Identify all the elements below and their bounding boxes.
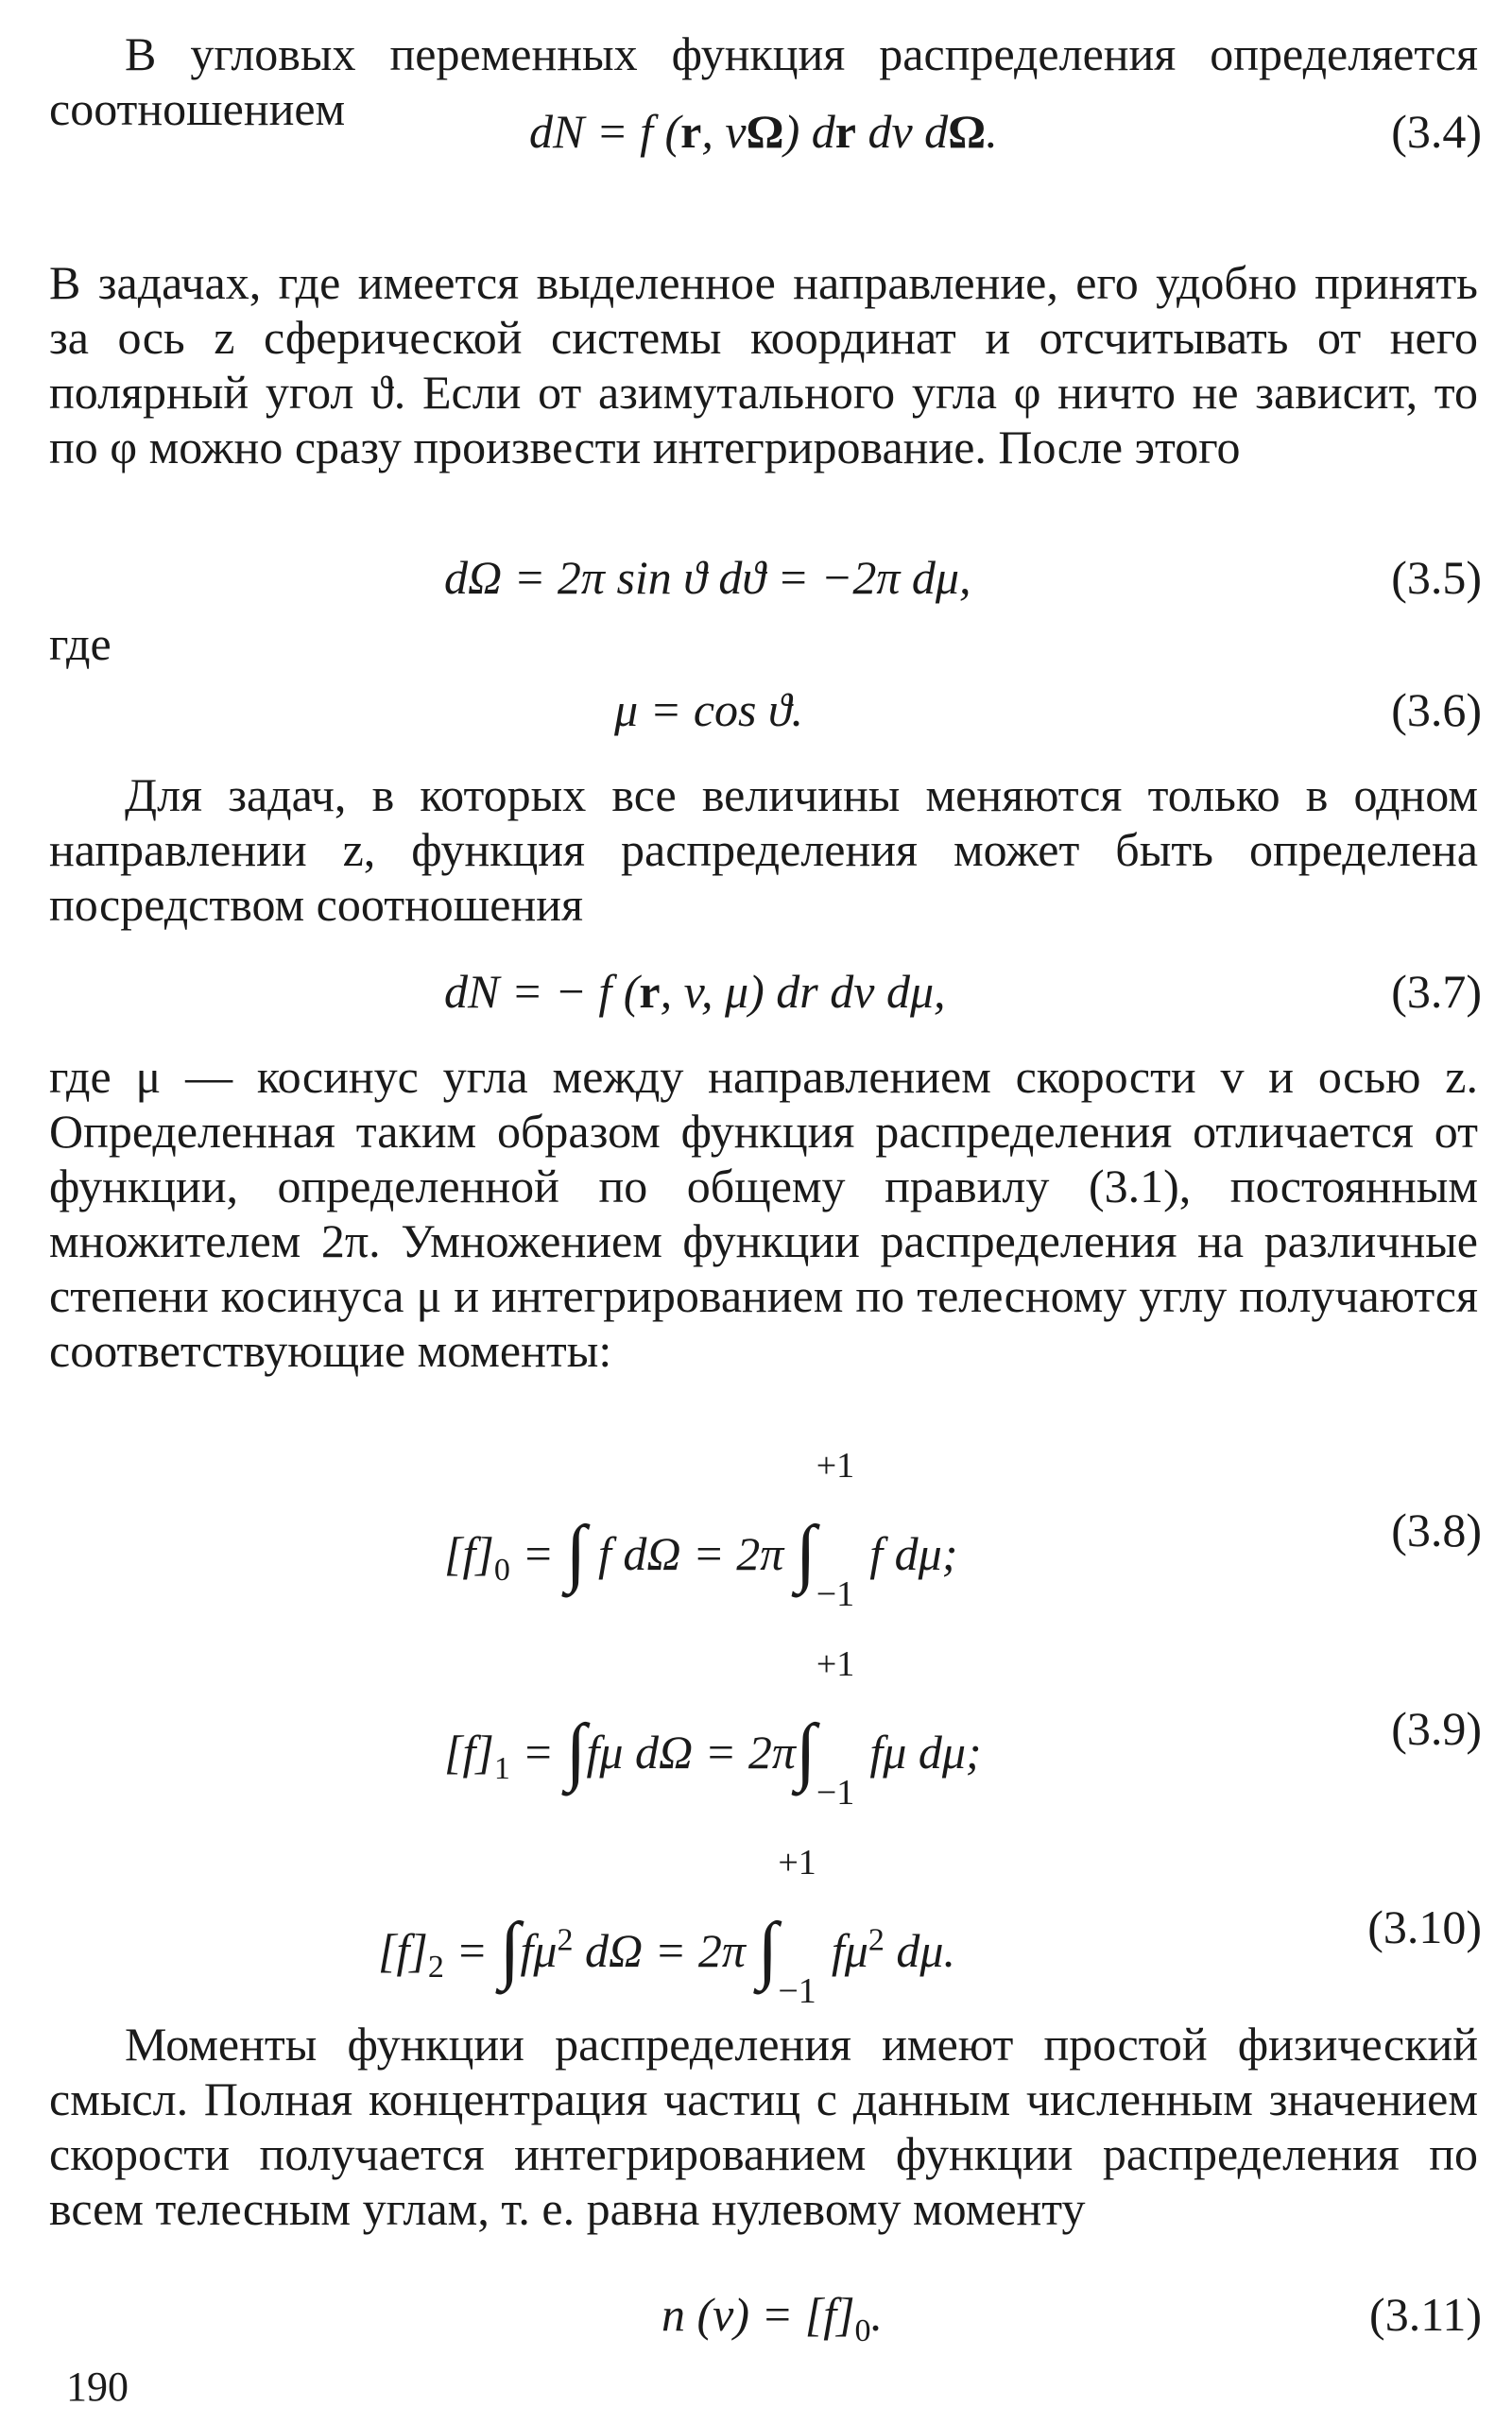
equation-3-4-number: (3.4) xyxy=(1391,105,1482,158)
paragraph-moments-meaning: Моменты функции распределения имеют простой физический смысл. Полная концентрация частиц с данным численным значением скорости получается интегрированием функции распределения по всем телесным углам, т. е. равна нулевому моменту xyxy=(49,2018,1478,2235)
equation-3-11 xyxy=(0,2287,1512,2353)
equation-3-9 xyxy=(0,1644,1512,1813)
paragraph-direction: В задачах, где имеется выделенное направление, его удобно принять за ось z сферической системы координат и отсчитывать от него полярный угол ϑ. Если от азимутального угла φ ничто не зависит, то по φ можно сразу произвести интегрирование. После этого xyxy=(49,256,1478,473)
equation-3-5-formula: dΩ = 2π sin ϑ dϑ = −2π dμ, xyxy=(444,551,971,604)
equation-3-6-number: (3.6) xyxy=(1391,683,1482,736)
equation-3-8 xyxy=(0,1446,1512,1614)
equation-3-9-formula: $[f]_1 = \int f\mu$ dΩ = 2π∫ +1 −1 fμ dμ; xyxy=(444,1644,982,1813)
paragraph-cosine: где μ — косинус угла между направлением скорости v и осью z. Определенная таким образом функция распределения отличается от функции, определенной по общему правилу (3.1), постоянным множителем 2π. Умножением функции распределения на различные степени косинуса μ и интегрированием по телесному углу получаются соответствующие моменты: xyxy=(49,1050,1478,1377)
equation-3-5 xyxy=(0,550,1512,616)
paragraph-one-direction: Для задач, в которых все величины меняются только в одном направлении z, функция распределения может быть определена посредством соотношения xyxy=(49,768,1478,931)
equation-3-5-number: (3.5) xyxy=(1391,551,1482,604)
word-where: где xyxy=(49,617,112,670)
equation-3-6 xyxy=(0,682,1512,748)
equation-3-10 xyxy=(0,1843,1512,2011)
equation-3-10-formula: $[f]_2 = \int f\mu^2$ dΩ = 2π ∫ +1 −1 $f\mu^2$ dμ. xyxy=(378,1843,955,2011)
equation-3-4-formula: dN = f (r, vΩ) dr dv dΩ. xyxy=(529,105,998,158)
equation-3-7 xyxy=(0,964,1512,1030)
equation-3-7-formula: dN = − f (r, v, μ) dr dv dμ, xyxy=(444,965,946,1018)
equation-3-11-formula: n $(v) = [f]_0$. xyxy=(662,2288,884,2348)
equation-3-9-number: (3.9) xyxy=(1391,1702,1482,1755)
equation-3-4 xyxy=(0,104,1512,170)
equation-3-11-number: (3.11) xyxy=(1369,2288,1482,2341)
paragraph-intro: В угловых переменных функция распределения определяется соотношением xyxy=(49,27,1478,135)
equation-3-8-formula: $[f]_0$ = ∫ f dΩ = 2π ∫ +1 −1 f dμ; xyxy=(444,1446,958,1614)
equation-3-8-number: (3.8) xyxy=(1391,1504,1482,1556)
page-number: 190 xyxy=(66,2364,129,2410)
equation-3-7-number: (3.7) xyxy=(1391,965,1482,1018)
equation-3-10-number: (3.10) xyxy=(1367,1900,1482,1953)
equation-3-6-formula: μ = cos ϑ. xyxy=(614,683,804,736)
